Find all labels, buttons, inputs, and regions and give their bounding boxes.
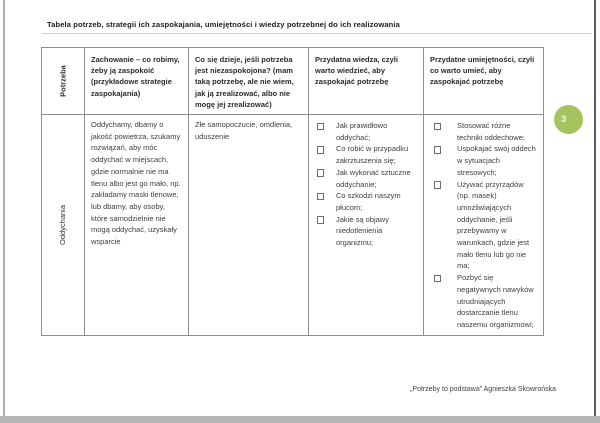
list-item: Pozbyć się negatywnych nawyków utrudniających dostarczanie tlenu naszemu organizmowi; bbox=[430, 272, 537, 331]
list-item: Używać przyrządów (np. masek) umożliwiających oddychanie, jeśli przebywamy w warunkach, gdzie jest mało tlenu lub go nie ma; bbox=[430, 179, 537, 273]
checkbox-icon bbox=[434, 181, 441, 189]
checkbox-icon bbox=[317, 193, 324, 201]
header-useful-skills: Przydatne umiejętności, czyli co warto umieć, aby zaspokajać potrzebę bbox=[424, 48, 544, 115]
header-useful-knowledge: Przydatna wiedza, czyli warto wiedzieć, aby zaspokajać potrzebę bbox=[309, 48, 424, 115]
page-right-edge bbox=[594, 0, 596, 416]
footer-credit: „Potrzeby to podstawa” Agnieszka Skowrońska bbox=[410, 386, 556, 393]
cell-need bbox=[42, 115, 85, 336]
page-bottom-edge bbox=[0, 416, 600, 423]
list-item: Co robić w przypadku zakrztuszenia się; bbox=[315, 143, 417, 166]
header-need-label: Potrzeba bbox=[58, 65, 68, 97]
list-item: Stosować różne techniki oddechowe; bbox=[430, 120, 537, 143]
list-item: Uspokajać swój oddech w sytuacjach stresowych; bbox=[430, 143, 537, 178]
checkbox-icon bbox=[434, 123, 441, 131]
checkbox-icon bbox=[317, 123, 324, 131]
knowledge-list bbox=[315, 120, 417, 249]
list-item: Co szkodzi naszym płucom; bbox=[315, 190, 417, 213]
checkbox-icon bbox=[317, 216, 324, 224]
skills-list bbox=[430, 120, 537, 331]
cell-useful-knowledge bbox=[309, 115, 424, 336]
page-title: Tabela potrzeb, strategii ich zaspokajania, umiejętności i wiedzy potrzebnej do ich realizowania bbox=[47, 20, 400, 29]
title-divider bbox=[42, 33, 592, 34]
table-row bbox=[42, 115, 544, 336]
page-left-edge bbox=[3, 0, 5, 416]
checkbox-icon bbox=[317, 169, 324, 177]
need-label: Oddychania bbox=[58, 204, 68, 245]
page-number-badge: 3 bbox=[554, 105, 583, 134]
checkbox-icon bbox=[434, 275, 441, 283]
table-header-row bbox=[42, 48, 544, 115]
list-item: Jakie są objawy niedotlenienia organizmu; bbox=[315, 214, 417, 249]
header-behavior: Zachowanie – co robimy, żeby ją zaspokoić (przykładowe strategie zaspokajania) bbox=[85, 48, 189, 115]
checkbox-icon bbox=[317, 146, 324, 154]
cell-unmet-need: Złe samopoczucie, omdlenia, uduszenie bbox=[189, 115, 309, 336]
cell-useful-skills bbox=[424, 115, 544, 336]
list-item: Jak prawidłowo oddychać; bbox=[315, 120, 417, 143]
cell-behavior: Oddychamy, dbamy o jakość powietrza, szukamy rozwiązań, aby móc oddychać w miejscach, gdzie normalnie nie ma tlenu albo jest go mało, np. zakładamy maski tlenowe, lub dbamy, aby osoby, które samodzielnie nie mogą oddychać, uzyskały wsparcie bbox=[85, 115, 189, 336]
checkbox-icon bbox=[434, 146, 441, 154]
needs-table bbox=[41, 47, 544, 336]
header-need bbox=[42, 48, 85, 115]
list-item: Jak wykonać sztuczne oddychanie; bbox=[315, 167, 417, 190]
header-unmet-need: Co się dzieje, jeśli potrzeba jest niezaspokojona? (mam taką potrzebę, ale nie wiem, jak ją zrealizować, albo nie mogę jej zrealizować) bbox=[189, 48, 309, 115]
